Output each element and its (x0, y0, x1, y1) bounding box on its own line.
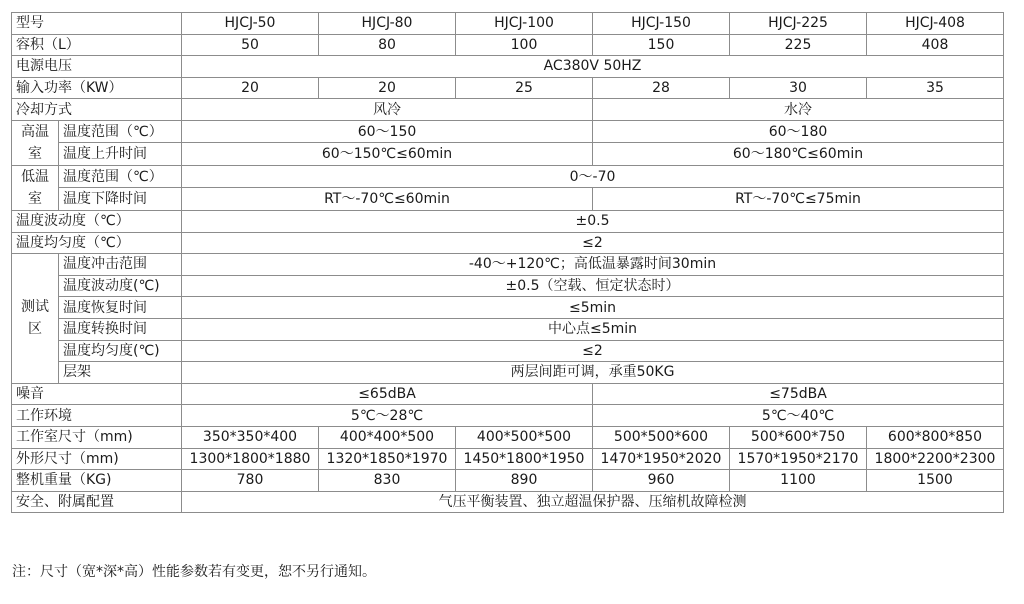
chamber-size-cell: 500*500*600 (593, 426, 730, 448)
outer-size-cell: 1800*2200*2300 (867, 448, 1004, 470)
test-row-value: ≤2 (182, 340, 1004, 362)
row-test-shock (12, 254, 1004, 276)
fluctuation-value: ±0.5 (182, 210, 1004, 232)
safety-label: 安全、附属配置 (12, 491, 182, 513)
test-row-value: 两层间距可调，承重50KG (182, 362, 1004, 384)
model-cell: HJCJ-50 (182, 13, 319, 35)
weight-cell: 1100 (730, 470, 867, 492)
volume-label: 容积（L） (12, 34, 182, 56)
weight-cell: 780 (182, 470, 319, 492)
power-supply-value: AC380V 50HZ (182, 56, 1004, 78)
low-temp-chamber-label (12, 165, 59, 210)
volume-cell: 150 (593, 34, 730, 56)
weight-cell: 830 (319, 470, 456, 492)
row-high-temp-rise (12, 143, 1004, 166)
input-power-cell: 30 (730, 77, 867, 99)
environment-label: 工作环境 (12, 405, 182, 427)
weight-cell: 960 (593, 470, 730, 492)
environment-right: 5℃～40℃ (593, 405, 1004, 427)
fall-time-right: RT～-70℃≤75min (593, 188, 1004, 211)
input-power-cell: 20 (182, 77, 319, 99)
test-row-value: -40～+120℃；高低温暴露时间30min (182, 254, 1004, 276)
row-weight (12, 470, 1004, 492)
low-temp-group-text-2: 室 (28, 190, 42, 207)
row-test-switch (12, 318, 1004, 340)
uniformity-label: 温度均匀度（℃） (12, 232, 182, 254)
chamber-size-cell: 500*600*750 (730, 426, 867, 448)
cooling-air: 风冷 (182, 99, 593, 121)
cooling-water: 水冷 (593, 99, 1004, 121)
test-zone-label (12, 254, 59, 384)
input-power-label: 输入功率（KW） (12, 77, 182, 99)
test-row-label: 温度转换时间 (59, 318, 182, 340)
noise-right: ≤75dBA (593, 383, 1004, 405)
row-chamber-size (12, 426, 1004, 448)
model-cell: HJCJ-80 (319, 13, 456, 35)
model-label: 型号 (12, 13, 182, 35)
row-cooling (12, 99, 1004, 121)
model-cell: HJCJ-100 (456, 13, 593, 35)
outer-size-cell: 1300*1800*1880 (182, 448, 319, 470)
test-row-value: ±0.5（空载、恒定状态时） (182, 275, 1004, 297)
chamber-size-cell: 400*500*500 (456, 426, 593, 448)
high-temp-group-text-2: 室 (28, 145, 42, 162)
row-volume (12, 34, 1004, 56)
volume-cell: 225 (730, 34, 867, 56)
outer-size-cell: 1570*1950*2170 (730, 448, 867, 470)
input-power-cell: 28 (593, 77, 730, 99)
volume-cell: 408 (867, 34, 1004, 56)
weight-cell: 890 (456, 470, 593, 492)
chamber-size-cell: 600*800*850 (867, 426, 1004, 448)
row-high-temp-range (12, 120, 1004, 143)
row-input-power (12, 77, 1004, 99)
row-fluctuation (12, 210, 1004, 232)
row-low-temp-range (12, 165, 1004, 188)
weight-cell: 1500 (867, 470, 1004, 492)
fluctuation-label: 温度波动度（℃） (12, 210, 182, 232)
high-temp-range-right: 60～180 (593, 120, 1004, 143)
fall-time-label: 温度下降时间 (59, 188, 182, 211)
spec-table (11, 12, 1004, 513)
test-zone-group-text-1: 测试 (21, 299, 49, 316)
row-test-uniformity (12, 340, 1004, 362)
row-power-supply (12, 56, 1004, 78)
fall-time-left: RT～-70℃≤60min (182, 188, 593, 211)
rise-time-label: 温度上升时间 (59, 143, 182, 166)
row-outer-size (12, 448, 1004, 470)
high-temp-group-text-1: 高温 (21, 123, 49, 140)
row-safety (12, 491, 1004, 513)
outer-size-label: 外形尺寸（mm) (12, 448, 182, 470)
row-environment (12, 405, 1004, 427)
test-row-label: 温度冲击范围 (59, 254, 182, 276)
outer-size-cell: 1450*1800*1950 (456, 448, 593, 470)
test-row-label: 层架 (59, 362, 182, 384)
environment-left: 5℃～28℃ (182, 405, 593, 427)
power-supply-label: 电源电压 (12, 56, 182, 78)
outer-size-cell: 1320*1850*1970 (319, 448, 456, 470)
test-row-label: 温度恢复时间 (59, 297, 182, 319)
uniformity-value: ≤2 (182, 232, 1004, 254)
noise-label: 噪音 (12, 383, 182, 405)
input-power-cell: 25 (456, 77, 593, 99)
row-test-shelf (12, 362, 1004, 384)
volume-cell: 100 (456, 34, 593, 56)
noise-left: ≤65dBA (182, 383, 593, 405)
test-row-value: ≤5min (182, 297, 1004, 319)
chamber-size-label: 工作室尺寸（mm) (12, 426, 182, 448)
high-temp-range-left: 60～150 (182, 120, 593, 143)
model-cell: HJCJ-150 (593, 13, 730, 35)
chamber-size-cell: 350*350*400 (182, 426, 319, 448)
high-temp-range-label: 温度范围（℃） (59, 120, 182, 143)
model-cell: HJCJ-225 (730, 13, 867, 35)
footnote: 注：尺寸（宽*深*高）性能参数若有变更，恕不另行通知。 (12, 564, 376, 580)
row-test-recovery (12, 297, 1004, 319)
row-uniformity (12, 232, 1004, 254)
row-noise (12, 383, 1004, 405)
low-temp-group-text-1: 低温 (21, 168, 49, 185)
low-temp-range-value: 0～-70 (182, 165, 1004, 188)
test-row-label: 温度均匀度(℃) (59, 340, 182, 362)
row-low-temp-fall (12, 188, 1004, 211)
rise-time-right: 60～180℃≤60min (593, 143, 1004, 166)
row-test-fluctuation (12, 275, 1004, 297)
volume-cell: 50 (182, 34, 319, 56)
test-row-value: 中心点≤5min (182, 318, 1004, 340)
low-temp-range-label: 温度范围（℃） (59, 165, 182, 188)
chamber-size-cell: 400*400*500 (319, 426, 456, 448)
cooling-label: 冷却方式 (12, 99, 182, 121)
row-model (12, 13, 1004, 35)
input-power-cell: 20 (319, 77, 456, 99)
rise-time-left: 60～150℃≤60min (182, 143, 593, 166)
test-zone-group-text-2: 区 (28, 321, 42, 338)
safety-value: 气压平衡装置、独立超温保护器、压缩机故障检测 (182, 491, 1004, 513)
high-temp-chamber-label (12, 120, 59, 165)
model-cell: HJCJ-408 (867, 13, 1004, 35)
test-row-label: 温度波动度(℃) (59, 275, 182, 297)
input-power-cell: 35 (867, 77, 1004, 99)
volume-cell: 80 (319, 34, 456, 56)
weight-label: 整机重量（KG) (12, 470, 182, 492)
outer-size-cell: 1470*1950*2020 (593, 448, 730, 470)
